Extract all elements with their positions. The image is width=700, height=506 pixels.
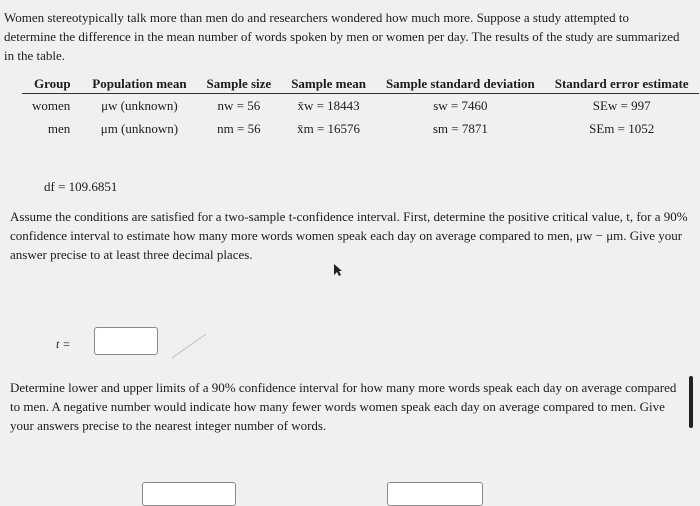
degrees-of-freedom: df = 109.6851 bbox=[44, 179, 118, 194]
cell-group: men bbox=[47, 121, 71, 136]
table-row bbox=[22, 94, 699, 118]
pen-stroke-icon bbox=[170, 330, 210, 365]
header-standard-error: Standard error estimate bbox=[554, 76, 689, 91]
header-sample-size: Sample size bbox=[206, 76, 272, 91]
t-critical-value-input[interactable] bbox=[94, 327, 158, 355]
table-header-row bbox=[22, 74, 699, 94]
cell-population-mean: μw (unknown) bbox=[101, 98, 178, 113]
summary-table bbox=[22, 74, 699, 140]
table-row bbox=[22, 117, 699, 140]
cell-standard-error: SEw = 997 bbox=[592, 98, 651, 113]
header-sample-mean: Sample mean bbox=[291, 76, 366, 91]
cell-sample-size: nm = 56 bbox=[217, 121, 261, 136]
cell-standard-error: SEm = 1052 bbox=[589, 121, 655, 136]
question-confidence-limits: Determine lower and upper limits of a 90% confidence interval for how many more words speak each day on average compared to men. A negative number would indicate how many fewer words women speak each day on average compared to men. Give your answers precise to the nearest integer number of words. bbox=[10, 380, 677, 433]
cell-sample-sd: sw = 7460 bbox=[433, 98, 488, 113]
scrollbar-thumb[interactable] bbox=[689, 376, 693, 428]
cell-group: women bbox=[32, 98, 71, 113]
header-group: Group bbox=[34, 76, 71, 91]
cell-sample-size: nw = 56 bbox=[217, 98, 261, 113]
t-label: t = bbox=[56, 337, 71, 351]
cell-sample-mean: x̄m = 16576 bbox=[297, 121, 361, 136]
cell-sample-sd: sm = 7871 bbox=[432, 121, 488, 136]
intro-text: Women stereotypically talk more than men do and researchers wondered how much more. Suppose a study attempted to determine the difference in the mean number of words spoken by men or women per day. The results of the study are summarized in the table. bbox=[4, 10, 680, 63]
lower-limit-input[interactable] bbox=[142, 482, 236, 506]
upper-limit-input[interactable] bbox=[387, 482, 483, 506]
mouse-pointer-icon bbox=[333, 263, 343, 282]
cell-sample-mean: x̄w = 18443 bbox=[297, 98, 360, 113]
header-sample-sd: Sample standard deviation bbox=[385, 76, 535, 91]
header-population-mean: Population mean bbox=[92, 76, 187, 91]
cell-population-mean: μm (unknown) bbox=[100, 121, 179, 136]
question-critical-value: Assume the conditions are satisfied for a two-sample t-confidence interval. First, determine the positive critical value, t, for a 90% confidence interval to estimate how many more words women speak each day on average compared to men, μw − μm. Give your answer precise to at least three decimal places. bbox=[10, 209, 688, 262]
